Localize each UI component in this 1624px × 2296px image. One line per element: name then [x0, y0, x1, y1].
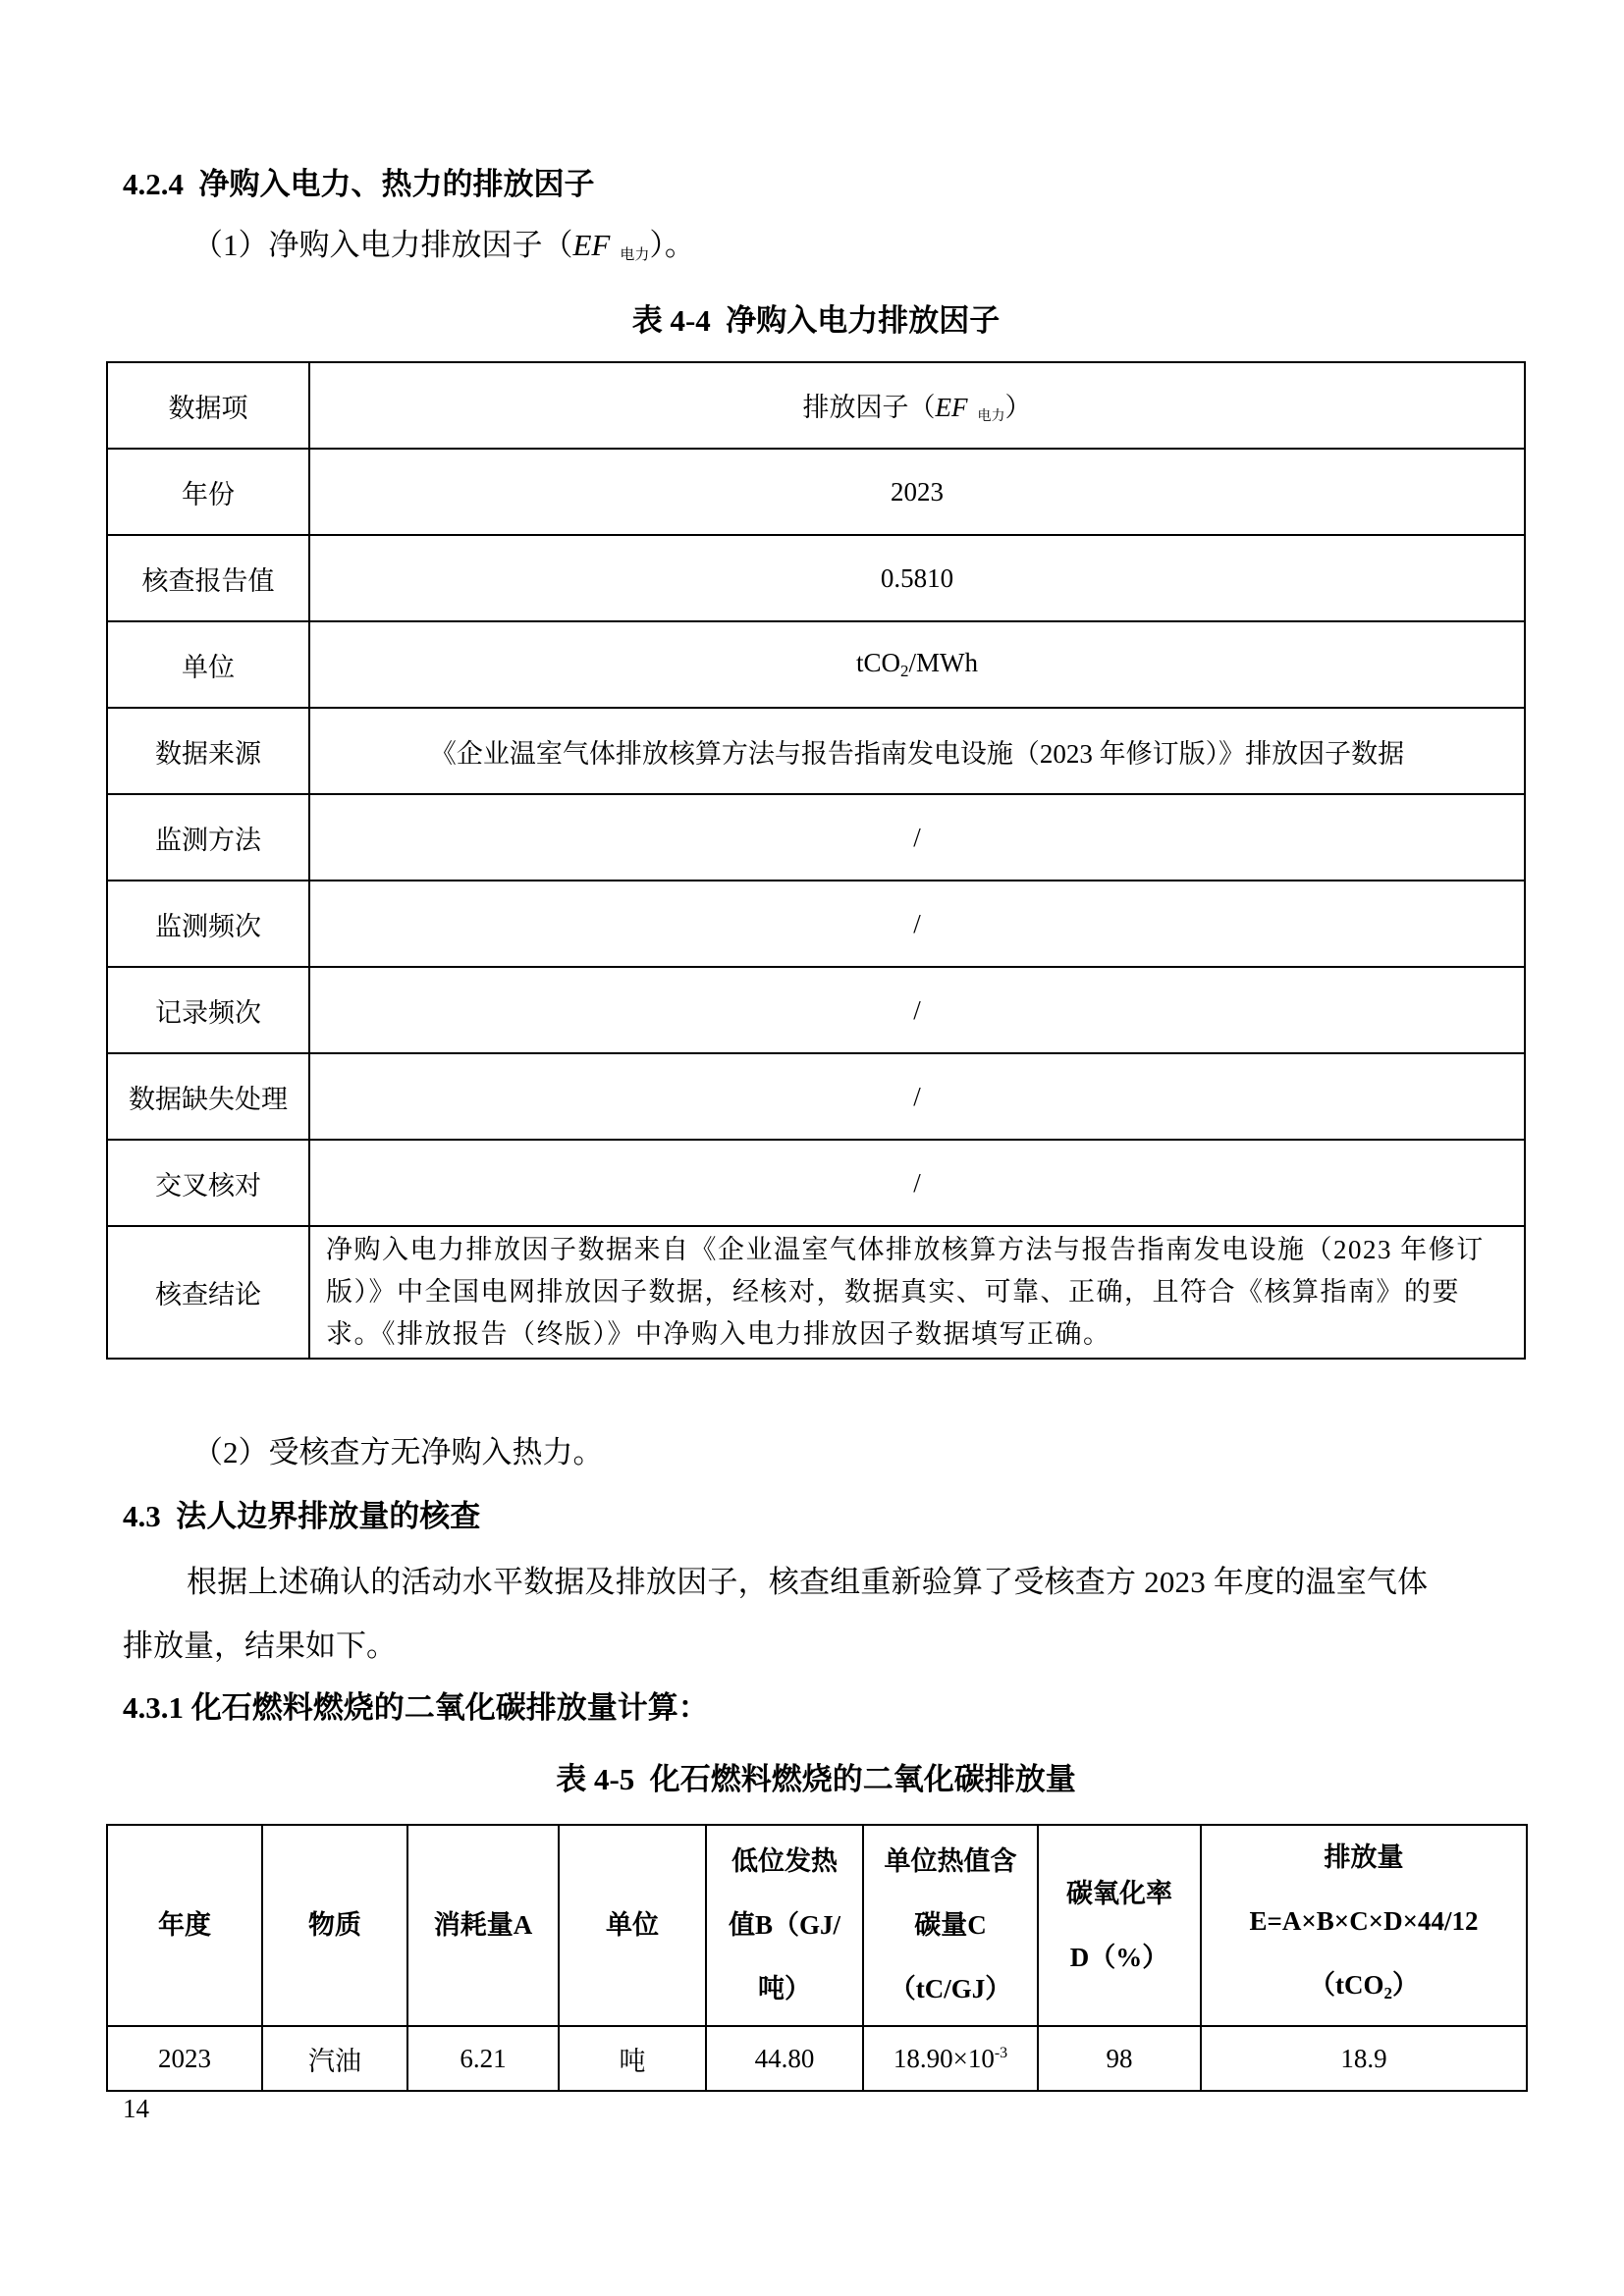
em-unit-tail: ） [1392, 1970, 1419, 2000]
table-header-row [107, 362, 1525, 449]
conclusion-line: 净购入电力排放因子数据来自《企业温室气体排放核算方法与报告指南发电设施（2023 年修订 [326, 1235, 1485, 1264]
table-4-5 [106, 1824, 1528, 2092]
header-em-formula: E=A×B×C×D×44/12 [1249, 1906, 1479, 1936]
header-ox-line: 碳氧化率 [1066, 1878, 1172, 1908]
row-key: 年份 [107, 449, 309, 535]
cell-oxidation: 98 [1038, 2026, 1201, 2091]
header-value-prefix: 排放因子（ [802, 393, 936, 422]
table-row [107, 535, 1525, 621]
row-value: / [309, 967, 1525, 1053]
section-title: 化石燃料燃烧的二氧化碳排放量计算： [190, 1690, 709, 1725]
header-value-subscript: 电力 [977, 409, 1005, 424]
cell-unit: 吨 [559, 2026, 706, 2091]
caption-number: 4-5 [593, 1762, 635, 1796]
row-key: 数据缺失处理 [107, 1053, 309, 1140]
conclusion-line: 求。《排放报告（终版）》中净购入电力排放因子数据填写正确。 [326, 1319, 1111, 1349]
header-ncv-line: 低位发热 [731, 1846, 838, 1876]
header-substance: 物质 [262, 1825, 407, 2026]
table-row [107, 881, 1525, 967]
unit-subscript: 2 [900, 662, 909, 680]
caption-number: 4-4 [670, 303, 711, 338]
header-cc-line: 碳量C [914, 1910, 987, 1940]
row-value: 2023 [309, 449, 1525, 535]
cell-carbon-content [863, 2026, 1038, 2091]
header-em-unit [1202, 1953, 1526, 2025]
table-header-row [107, 1825, 1527, 2026]
header-em-line: 排放量 [1324, 1842, 1404, 1872]
table-row [107, 1053, 1525, 1140]
cell-emission: 18.9 [1201, 2026, 1527, 2091]
unit-tail: /MWh [908, 648, 978, 677]
header-ox-line: D（%） [1069, 1942, 1169, 1972]
table-4-4 [106, 361, 1526, 1360]
conclusion-text [309, 1226, 1525, 1359]
item-1-prefix: （1）净购入电力排放因子（ [192, 228, 573, 262]
section-number: 4.2.4 [123, 167, 184, 201]
header-unit: 单位 [559, 1825, 706, 2026]
row-key: 记录频次 [107, 967, 309, 1053]
table-4-4-caption [106, 301, 1526, 341]
item-1 [192, 226, 695, 275]
section-heading-4-2-4 [123, 165, 595, 204]
row-value: / [309, 1053, 1525, 1140]
header-cc-line: （tC/GJ） [889, 1974, 1012, 2003]
row-key: 核查报告值 [107, 535, 309, 621]
section-number: 4.3 [123, 1499, 161, 1533]
row-value: 《企业温室气体排放核算方法与报告指南发电设施（2023 年修订版）》排放因子数据 [309, 708, 1525, 794]
table-row [107, 621, 1525, 708]
table-row [107, 449, 1525, 535]
caption-title: 净购入电力排放因子 [726, 303, 1001, 338]
row-value [309, 621, 1525, 708]
row-key: 数据来源 [107, 708, 309, 794]
cell-ncv: 44.80 [706, 2026, 863, 2091]
item-2: （2）受核查方无净购入热力。 [192, 1435, 604, 1469]
header-oxidation [1038, 1825, 1201, 2026]
table-row [107, 1140, 1525, 1226]
header-ncv-line: 值B（GJ/ [728, 1910, 840, 1940]
header-value-cell [309, 362, 1525, 449]
section-heading-4-3 [123, 1497, 480, 1536]
header-value-suffix: ） [1004, 393, 1032, 422]
table-row [107, 794, 1525, 881]
row-value: / [309, 1140, 1525, 1226]
row-value: / [309, 881, 1525, 967]
header-emission [1201, 1825, 1527, 2026]
row-key: 监测频次 [107, 881, 309, 967]
header-ncv [706, 1825, 863, 2026]
header-year: 年度 [107, 1825, 262, 2026]
header-key-cell: 数据项 [107, 362, 309, 449]
paragraph-line-2: 排放量，结果如下。 [123, 1629, 397, 1663]
row-key: 单位 [107, 621, 309, 708]
section-heading-4-3-1 [123, 1688, 709, 1728]
cc-main: 18.90×10 [893, 2043, 995, 2073]
header-consumption: 消耗量A [407, 1825, 559, 2026]
header-cc-line: 单位热值含 [884, 1846, 1017, 1876]
row-key: 交叉核对 [107, 1140, 309, 1226]
row-value: / [309, 794, 1525, 881]
table-row [107, 708, 1525, 794]
conclusion-line: 版）》中全国电网排放因子数据，经核对，数据真实、可靠、正确，且符合《核算指南》的要 [326, 1277, 1460, 1307]
table-row-conclusion [107, 1226, 1525, 1359]
header-carbon-content [863, 1825, 1038, 2026]
paragraph-line-1: 根据上述确认的活动水平数据及排放因子，核查组重新验算了受核查方 2023 年度的温室气体 [187, 1565, 1429, 1599]
table-row [107, 2026, 1527, 2091]
section-number: 4.3.1 [123, 1690, 184, 1725]
row-key: 核查结论 [107, 1226, 309, 1359]
caption-prefix: 表 [556, 1762, 587, 1796]
item-1-suffix: ）。 [649, 228, 695, 262]
unit-main: tCO [855, 648, 900, 677]
cell-substance: 汽油 [262, 2026, 407, 2091]
cell-consumption: 6.21 [407, 2026, 559, 2091]
item-1-symbol: EF [572, 228, 611, 262]
cell-year: 2023 [107, 2026, 262, 2091]
em-unit-main: （tCO [1309, 1970, 1384, 2000]
table-row [107, 967, 1525, 1053]
caption-prefix: 表 [631, 303, 663, 338]
header-ncv-line: 吨） [758, 1974, 811, 2003]
caption-title: 化石燃料燃烧的二氧化碳排放量 [649, 1762, 1076, 1796]
em-unit-sub: 2 [1383, 1984, 1392, 2002]
section-title: 净购入电力、热力的排放因子 [198, 167, 595, 201]
row-value: 0.5810 [309, 535, 1525, 621]
cc-exponent: -3 [994, 2044, 1008, 2061]
item-1-subscript: 电力 [620, 247, 650, 263]
page-number: 14 [123, 2094, 149, 2123]
row-key: 监测方法 [107, 794, 309, 881]
table-4-5-caption [106, 1760, 1526, 1799]
header-value-symbol: EF [935, 393, 968, 422]
section-title: 法人边界排放量的核查 [176, 1499, 481, 1533]
